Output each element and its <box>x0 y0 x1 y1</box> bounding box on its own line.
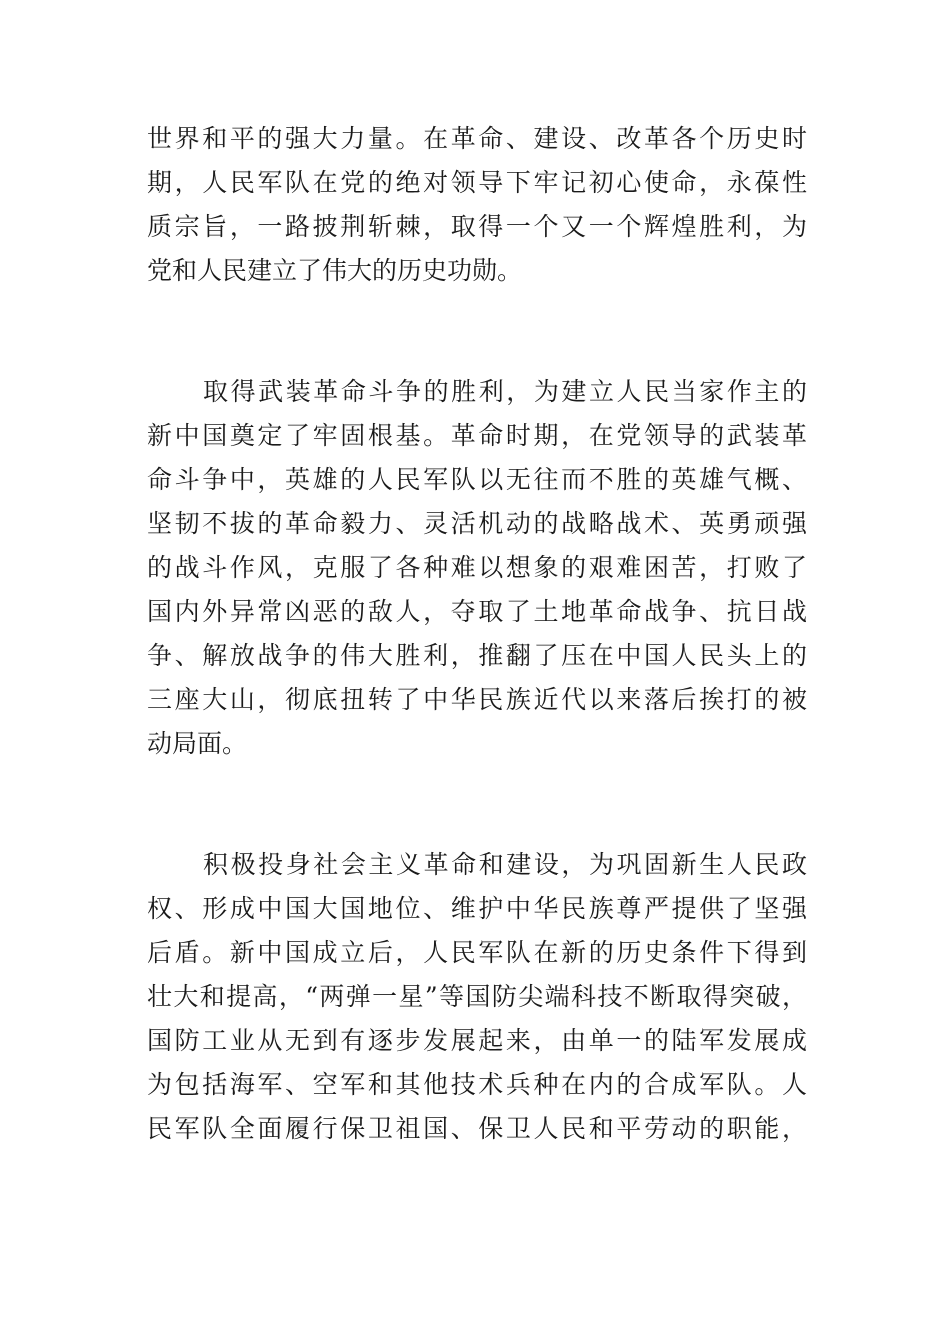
text-line: 世界和平的强大力量。在革命、建设、改革各个历史时 <box>147 124 807 153</box>
text-line: 党和人民建立了伟大的历史功勋。 <box>147 256 523 285</box>
text-line: 壮大和提高，“两弹一星”等国防尖端科技不断取得突破， <box>147 982 807 1011</box>
text-line: 取得武装革命斗争的胜利，为建立人民当家作主的 <box>203 377 807 406</box>
paragraph-gap <box>147 766 807 843</box>
paragraph <box>147 843 807 1151</box>
document-body <box>147 117 807 1151</box>
text-line: 后盾。新中国成立后，人民军队在新的历史条件下得到 <box>147 938 807 967</box>
text-line: 质宗旨，一路披荆斩棘，取得一个又一个辉煌胜利，为 <box>147 212 807 241</box>
text-line: 争、解放战争的伟大胜利，推翻了压在中国人民头上的 <box>147 641 807 670</box>
text-line: 坚韧不拔的革命毅力、灵活机动的战略战术、英勇顽强 <box>147 509 807 538</box>
text-line: 国防工业从无到有逐步发展起来，由单一的陆军发展成 <box>147 1026 807 1055</box>
text-line: 的战斗作风，克服了各种难以想象的艰难困苦，打败了 <box>147 553 807 582</box>
text-line: 命斗争中，英雄的人民军队以无往而不胜的英雄气概、 <box>147 465 807 494</box>
paragraph <box>147 370 807 766</box>
text-line: 新中国奠定了牢固根基。革命时期，在党领导的武装革 <box>147 421 807 450</box>
text-line: 权、形成中国大国地位、维护中华民族尊严提供了坚强 <box>147 894 807 923</box>
text-line: 动局面。 <box>147 729 248 758</box>
text-line: 三座大山，彻底扭转了中华民族近代以来落后挨打的被 <box>147 685 807 714</box>
text-line: 民军队全面履行保卫祖国、保卫人民和平劳动的职能， <box>147 1114 807 1143</box>
text-line: 为包括海军、空军和其他技术兵种在内的合成军队。人 <box>147 1070 807 1099</box>
text-line: 期，人民军队在党的绝对领导下牢记初心使命，永葆性 <box>147 168 807 197</box>
paragraph-gap <box>147 293 807 370</box>
text-line: 积极投身社会主义革命和建设，为巩固新生人民政 <box>203 850 807 879</box>
text-line: 国内外异常凶恶的敌人，夺取了土地革命战争、抗日战 <box>147 597 807 626</box>
paragraph <box>147 117 807 293</box>
